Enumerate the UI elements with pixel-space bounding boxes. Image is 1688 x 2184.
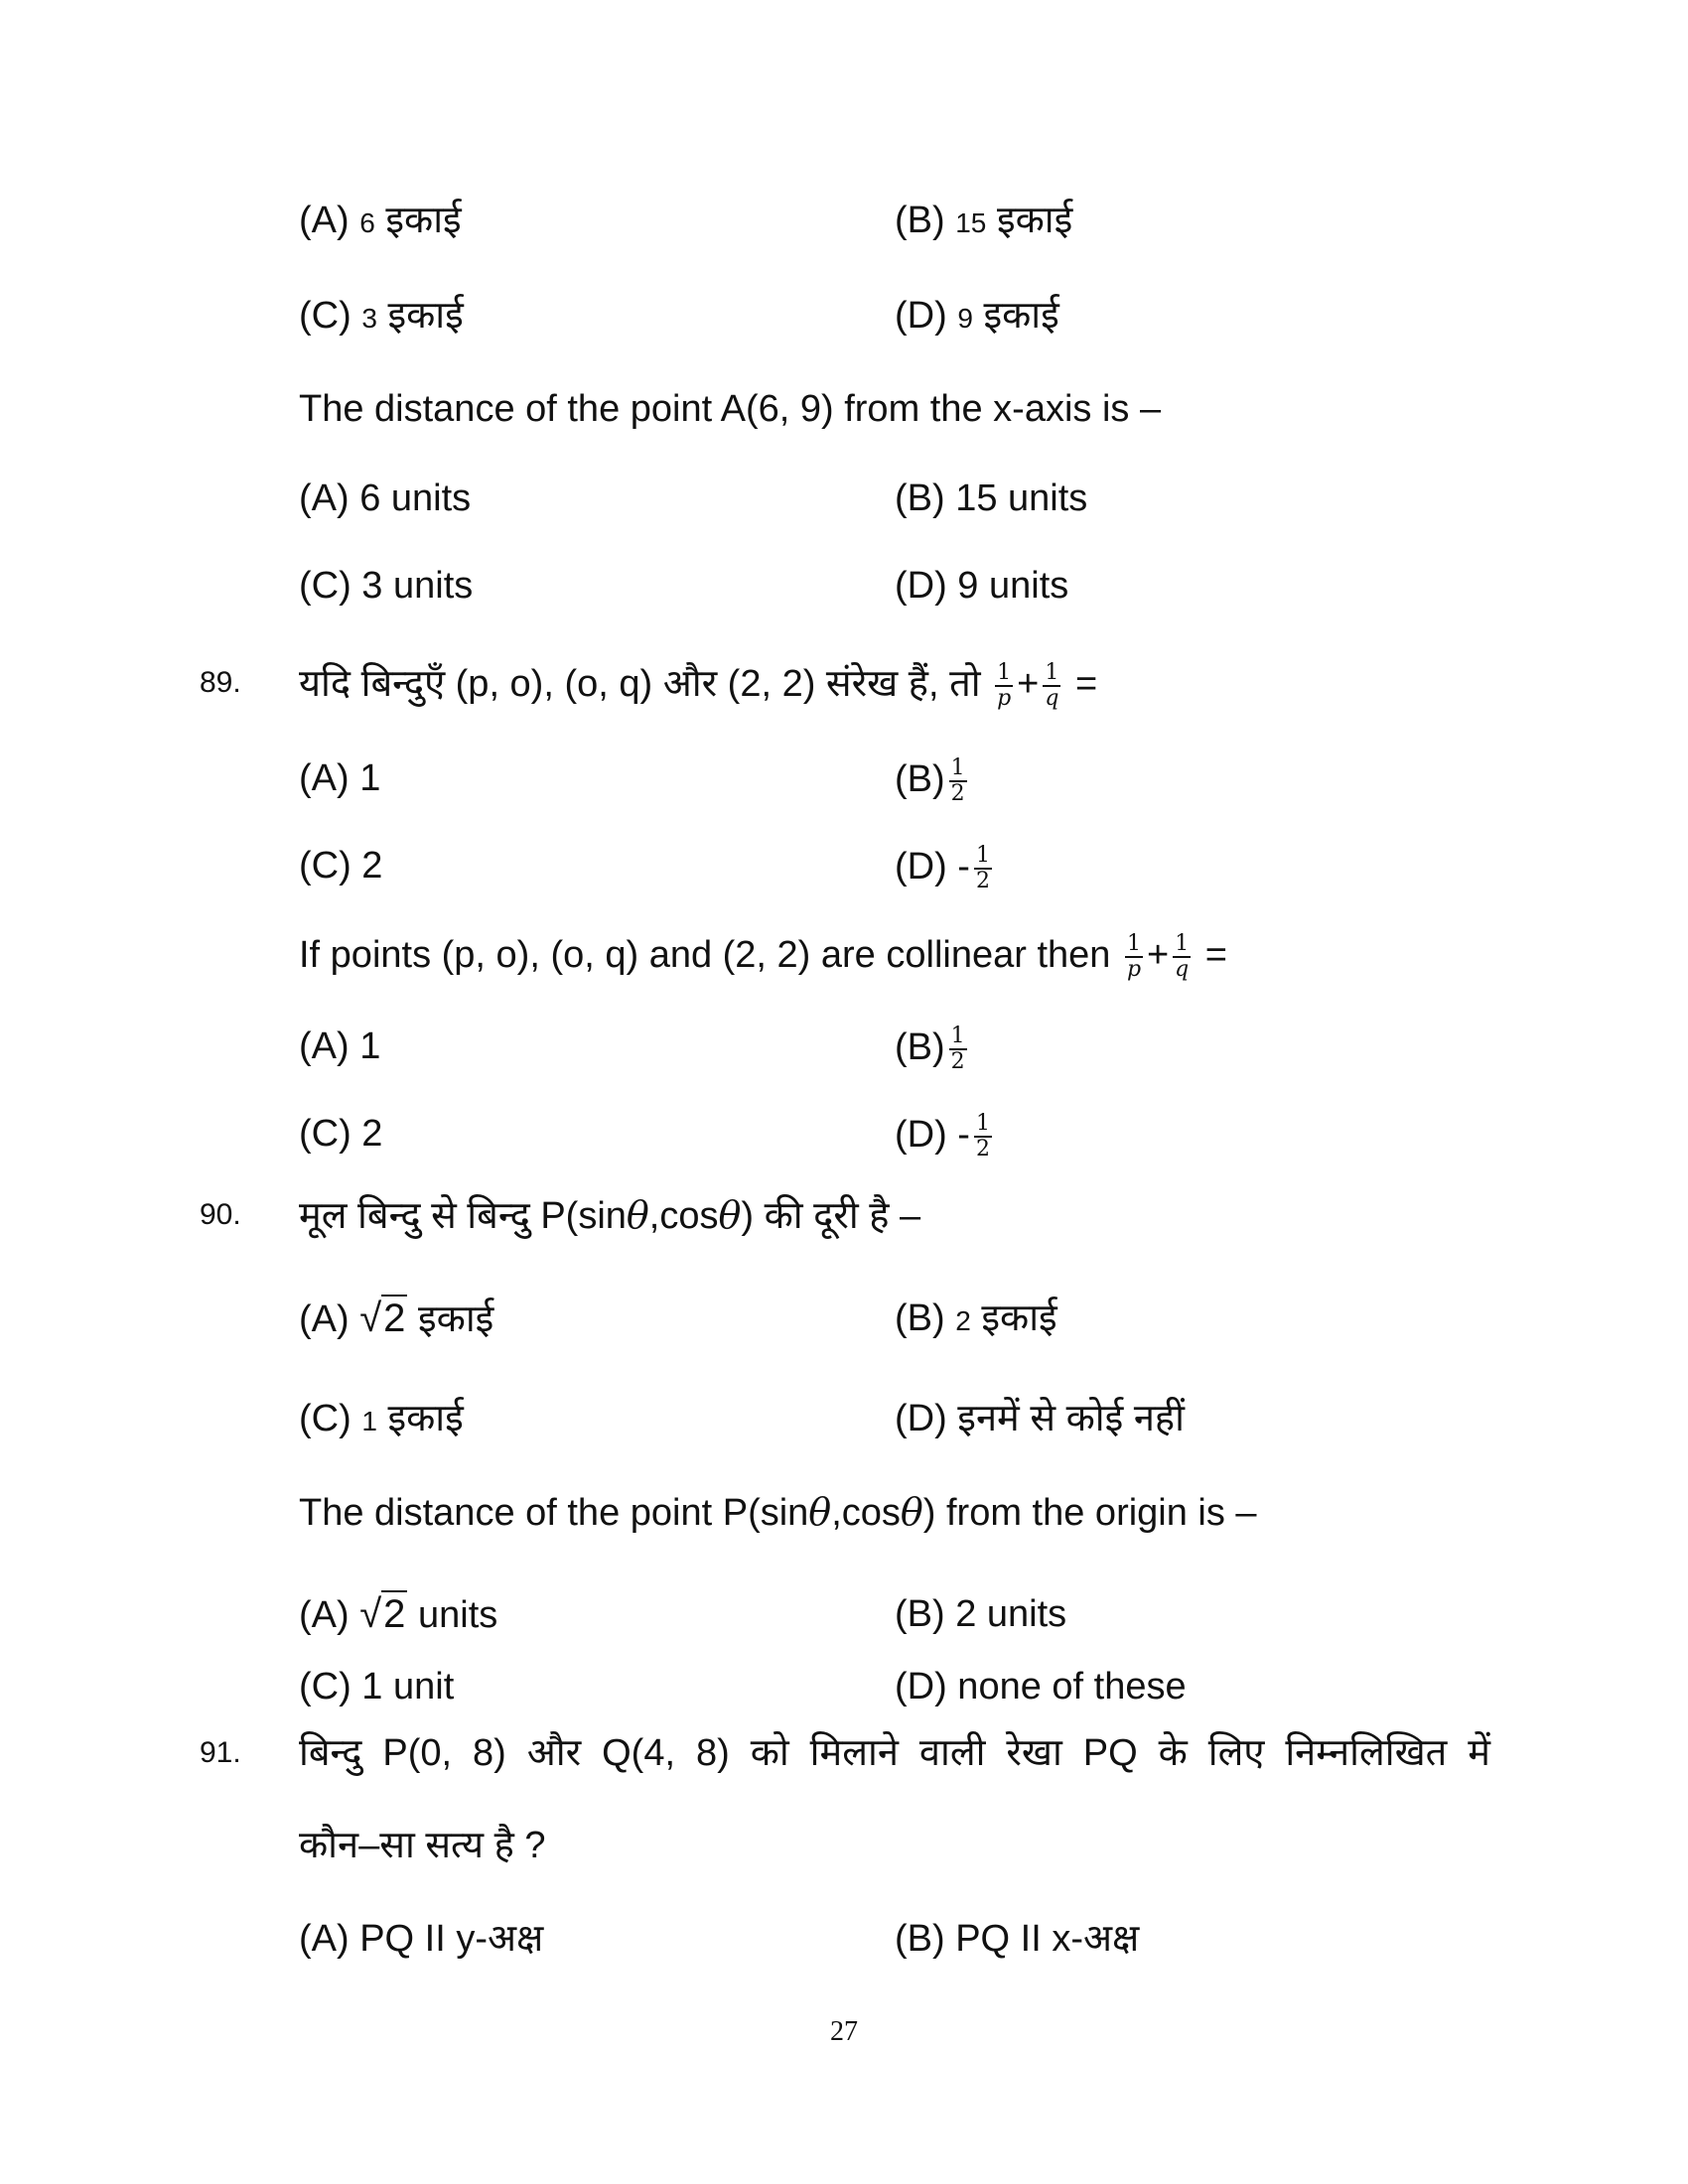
q91-option-b: (B) PQ II x-अक्ष — [895, 1918, 1140, 1960]
q89-option-b-hindi: (B) $\frac{1}{2}$ — [895, 755, 965, 806]
option-c: (C) 3 units — [299, 565, 474, 607]
fraction-1-over-p: $\frac{1}{p}$ — [997, 660, 1012, 711]
q89-text-hindi: यदि बिन्दुएँ (p, o), (o, q) और (2, 2) संरेख हैं, तो $\frac{1}{p}$ + $\frac{1}{q}$ = — [299, 660, 1098, 711]
fraction-1-over-q: $\frac{1}{q}$ — [1045, 660, 1059, 711]
q91-option-a: (A) PQ II y-अक्ष — [299, 1918, 544, 1960]
q90-option-c: (C) 1 unit — [299, 1666, 455, 1707]
option-c-hindi: (C) 3 इकाई — [299, 295, 464, 337]
q89-option-d-hindi: (D) - $\frac{1}{2}$ — [895, 843, 990, 893]
page-number: 27 — [830, 2016, 858, 2047]
q91-text-line2: कौन–सा सत्य है ? — [299, 1825, 546, 1866]
q89-option-b: (B) $\frac{1}{2}$ — [895, 1024, 965, 1074]
q90-text-english: The distance of the point P(sinθ,cosθ) from the origin is – — [299, 1490, 1257, 1534]
question-text-english: The distance of the point A(6, 9) from the x-axis is – — [299, 388, 1162, 430]
q89-option-a: (A) 1 — [299, 1025, 381, 1067]
q89-option-c-hindi: (C) 2 — [299, 845, 383, 887]
q90-option-a: (A) √2 units — [299, 1592, 498, 1636]
option-b: (B) 15 units — [895, 478, 1088, 519]
q90-option-d: (D) none of these — [895, 1666, 1187, 1707]
q90-option-b: (B) 2 units — [895, 1593, 1067, 1635]
q89-option-a-hindi: (A) 1 — [299, 757, 381, 799]
question-number-91: 91. — [200, 1736, 241, 1769]
question-number-89: 89. — [200, 666, 241, 699]
q89-option-d: (D) - $\frac{1}{2}$ — [895, 1111, 990, 1161]
q90-option-c-hindi: (C) 1 इकाई — [299, 1398, 464, 1439]
q90-option-a-hindi: (A) √2 इकाई — [299, 1297, 494, 1340]
option-b-hindi: (B) 15 इकाई — [895, 200, 1073, 241]
q91-text-line1: बिन्दु P(0, 8) और Q(4, 8) को मिलाने वाली रेखा PQ के लिए निम्नलिखित में — [299, 1732, 1490, 1774]
q89-option-c: (C) 2 — [299, 1113, 383, 1155]
option-d-hindi: (D) 9 इकाई — [895, 295, 1059, 337]
q90-text-hindi: मूल बिन्दु से बिन्दु P(sinθ,cosθ) की दूरी है – — [299, 1193, 921, 1237]
q90-option-b-hindi: (B) 2 इकाई — [895, 1297, 1057, 1339]
q89-text-english: If points (p, o), (o, q) and (2, 2) are collinear then $\frac{1}{p}$ + $\frac{1}{q}$ = — [299, 931, 1227, 982]
option-a-hindi: (A) 6 इकाई — [299, 200, 462, 241]
question-number-90: 90. — [200, 1198, 241, 1231]
option-a: (A) 6 units — [299, 478, 472, 519]
option-d: (D) 9 units — [895, 565, 1069, 607]
q90-option-d-hindi: (D) इनमें से कोई नहीं — [895, 1398, 1185, 1439]
